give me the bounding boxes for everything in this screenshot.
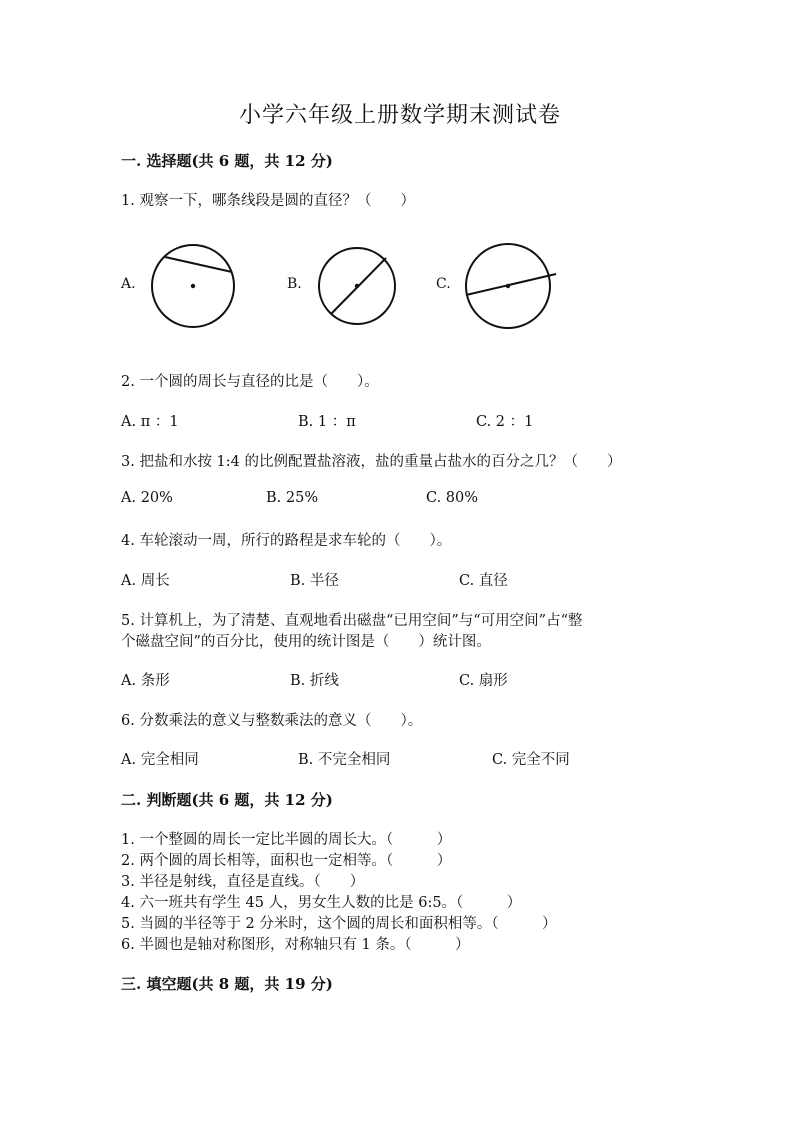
choice-question-5-line-1: 5. 计算机上，为了清楚、直观地看出磁盘“已用空间”与“可用空间”占“整 <box>121 613 583 629</box>
q4-option-c: C. 直径 <box>459 573 508 589</box>
circle-radius-diagram <box>309 238 409 338</box>
q4-option-a: A. 周长 <box>121 573 170 589</box>
q5-option-c: C. 扇形 <box>459 673 508 689</box>
judge-question-6: 6. 半圆也是轴对称图形，对称轴只有 1 条。（ ） <box>121 937 470 953</box>
q6-option-c: C. 完全不同 <box>492 752 570 768</box>
q2-option-c: C. 2 ：1 <box>476 414 534 430</box>
figure-a-label: A. <box>121 276 136 292</box>
section-heading-fill: 三. 填空题(共 8 题，共 19 分) <box>121 975 333 993</box>
choice-question-2: 2. 一个圆的周长与直径的比是（ ）。 <box>121 374 379 390</box>
judge-question-2: 2. 两个圆的周长相等，面积也一定相等。（ ） <box>121 853 452 869</box>
section-heading-judge: 二. 判断题(共 6 题，共 12 分) <box>121 791 333 809</box>
circle-figure-a <box>121 238 231 338</box>
page-title: 小学六年级上册数学期末测试卷 <box>238 103 561 128</box>
judge-question-5: 5. 当圆的半径等于 2 分米时，这个圆的周长和面积相等。（ ） <box>121 916 557 932</box>
q3-option-c: C. 80% <box>426 490 479 506</box>
q6-option-a: A. 完全相同 <box>121 752 199 768</box>
q2-option-b: B. 1 ：π <box>298 414 356 430</box>
q3-option-b: B. 25% <box>266 490 319 506</box>
q5-option-a: A. 条形 <box>121 673 170 689</box>
q6-option-b: B. 不完全相同 <box>298 752 391 768</box>
choice-question-6: 6. 分数乘法的意义与整数乘法的意义（ ）。 <box>121 713 423 729</box>
judge-question-1: 1. 一个整圆的周长一定比半圆的周长大。（ ） <box>121 832 452 848</box>
section-heading-choice: 一. 选择题(共 6 题，共 12 分) <box>121 152 333 170</box>
figure-c-label: C. <box>436 276 451 292</box>
circle-figure-c <box>436 238 576 338</box>
choice-question-1: 1. 观察一下，哪条线段是圆的直径？（ ） <box>121 193 415 209</box>
figure-b-label: B. <box>287 276 302 292</box>
judge-question-4: 4. 六一班共有学生 45 人，男女生人数的比是 6:5。（ ） <box>121 895 522 911</box>
choice-question-3: 3. 把盐和水按 1:4 的比例配置盐溶液，盐的重量占盐水的百分之几？（ ） <box>121 454 622 470</box>
q3-option-a: A. 20% <box>121 490 173 506</box>
q4-option-b: B. 半径 <box>290 573 339 589</box>
circle-diameter-extended-diagram <box>458 238 568 338</box>
choice-question-5-line-2: 个磁盘空间”的百分比，使用的统计图是（ ）统计图。 <box>121 634 491 650</box>
q2-option-a: A. π ：1 <box>121 414 179 430</box>
circle-figure-b <box>287 238 397 338</box>
circle-chord-diagram <box>143 238 243 338</box>
choice-question-4: 4. 车轮滚动一周，所行的路程是求车轮的（ ）。 <box>121 533 452 549</box>
q5-option-b: B. 折线 <box>290 673 339 689</box>
judge-question-3: 3. 半径是射线，直径是直线。（ ） <box>121 874 365 890</box>
